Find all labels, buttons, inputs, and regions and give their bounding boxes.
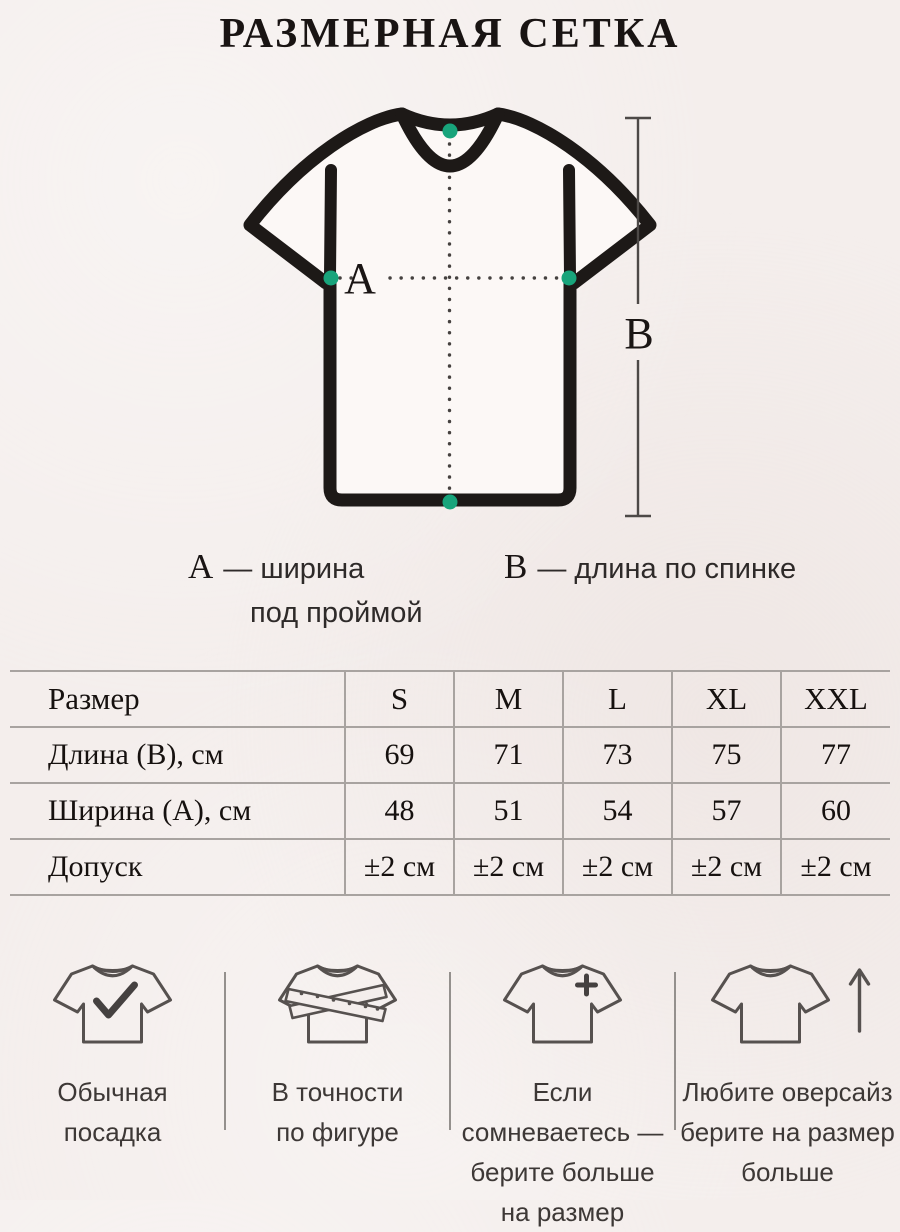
cell-value: ±2 см	[781, 839, 890, 895]
fit-caption: Обычная посадка	[57, 1077, 168, 1147]
tshirt-plus-icon	[490, 956, 635, 1056]
cell-value: ±2 см	[345, 839, 454, 895]
row-label: Длина (В), см	[10, 727, 345, 783]
cell-value: 71	[454, 727, 563, 783]
cell-value: 69	[345, 727, 454, 783]
tshirt-measurement-diagram	[0, 90, 900, 545]
diagram-label-b: В	[624, 309, 654, 358]
fit-option-oversize	[675, 954, 900, 1232]
cell-value: 54	[563, 783, 672, 839]
fit-option-regular	[0, 954, 225, 1232]
cell-value: 57	[672, 783, 781, 839]
row-label: Допуск	[10, 839, 345, 895]
cell-value: ±2 см	[563, 839, 672, 895]
row-label: Ширина (А), см	[10, 783, 345, 839]
cell-value: ±2 см	[454, 839, 563, 895]
fit-option-size-up	[450, 954, 675, 1232]
legend-a-text: — ширина	[223, 553, 365, 585]
size-col-m: M	[454, 671, 563, 727]
fit-caption: В точности по фигуре	[271, 1077, 404, 1147]
collar-point	[443, 124, 458, 139]
table-row-length	[10, 727, 890, 783]
tshirt-check-icon	[40, 956, 185, 1056]
tshirt-tape-icon	[265, 956, 410, 1056]
legend	[0, 545, 900, 670]
legend-b-letter: В	[504, 547, 528, 586]
left-armpit-point	[324, 271, 339, 286]
size-col-xxl: XXL	[781, 671, 890, 727]
right-armpit-point	[562, 271, 577, 286]
divider	[224, 972, 226, 1130]
legend-length	[504, 547, 796, 587]
arrow-up-icon	[850, 970, 868, 1031]
page-title: РАЗМЕРНАЯ СЕТКА	[219, 11, 681, 57]
diagram-label-a: А	[344, 254, 376, 303]
tshirt-diagram-icon	[226, 90, 700, 534]
table-row-width	[10, 783, 890, 839]
plus-icon	[578, 976, 596, 994]
cell-value: 51	[454, 783, 563, 839]
measuring-tape-icon	[286, 985, 387, 1021]
legend-b-text: — длина по спинке	[537, 553, 797, 585]
table-row-tolerance	[10, 839, 890, 895]
size-col-l: L	[563, 671, 672, 727]
cell-value: 75	[672, 727, 781, 783]
size-header-label: Размер	[10, 671, 345, 727]
fit-caption: Любите оверсайз берите на размер больше	[680, 1077, 895, 1187]
cell-value: 48	[345, 783, 454, 839]
cell-value: 73	[563, 727, 672, 783]
fit-option-exact	[225, 954, 450, 1232]
checkmark-icon	[97, 985, 135, 1015]
legend-a-line2: под проймой	[250, 597, 423, 629]
legend-a-letter: А	[188, 547, 214, 586]
size-col-s: S	[345, 671, 454, 727]
fit-caption: Если сомневаетесь — берите больше на размер	[461, 1077, 664, 1227]
size-col-xl: XL	[672, 671, 781, 727]
table-header-row	[10, 671, 890, 727]
size-table	[10, 670, 890, 896]
hem-point	[443, 495, 458, 510]
cell-value: 60	[781, 783, 890, 839]
tshirt-arrow-icon	[699, 956, 877, 1056]
cell-value: ±2 см	[672, 839, 781, 895]
cell-value: 77	[781, 727, 890, 783]
legend-width	[188, 547, 423, 630]
fit-guide	[0, 954, 900, 1232]
divider	[674, 972, 676, 1130]
divider	[449, 972, 451, 1130]
